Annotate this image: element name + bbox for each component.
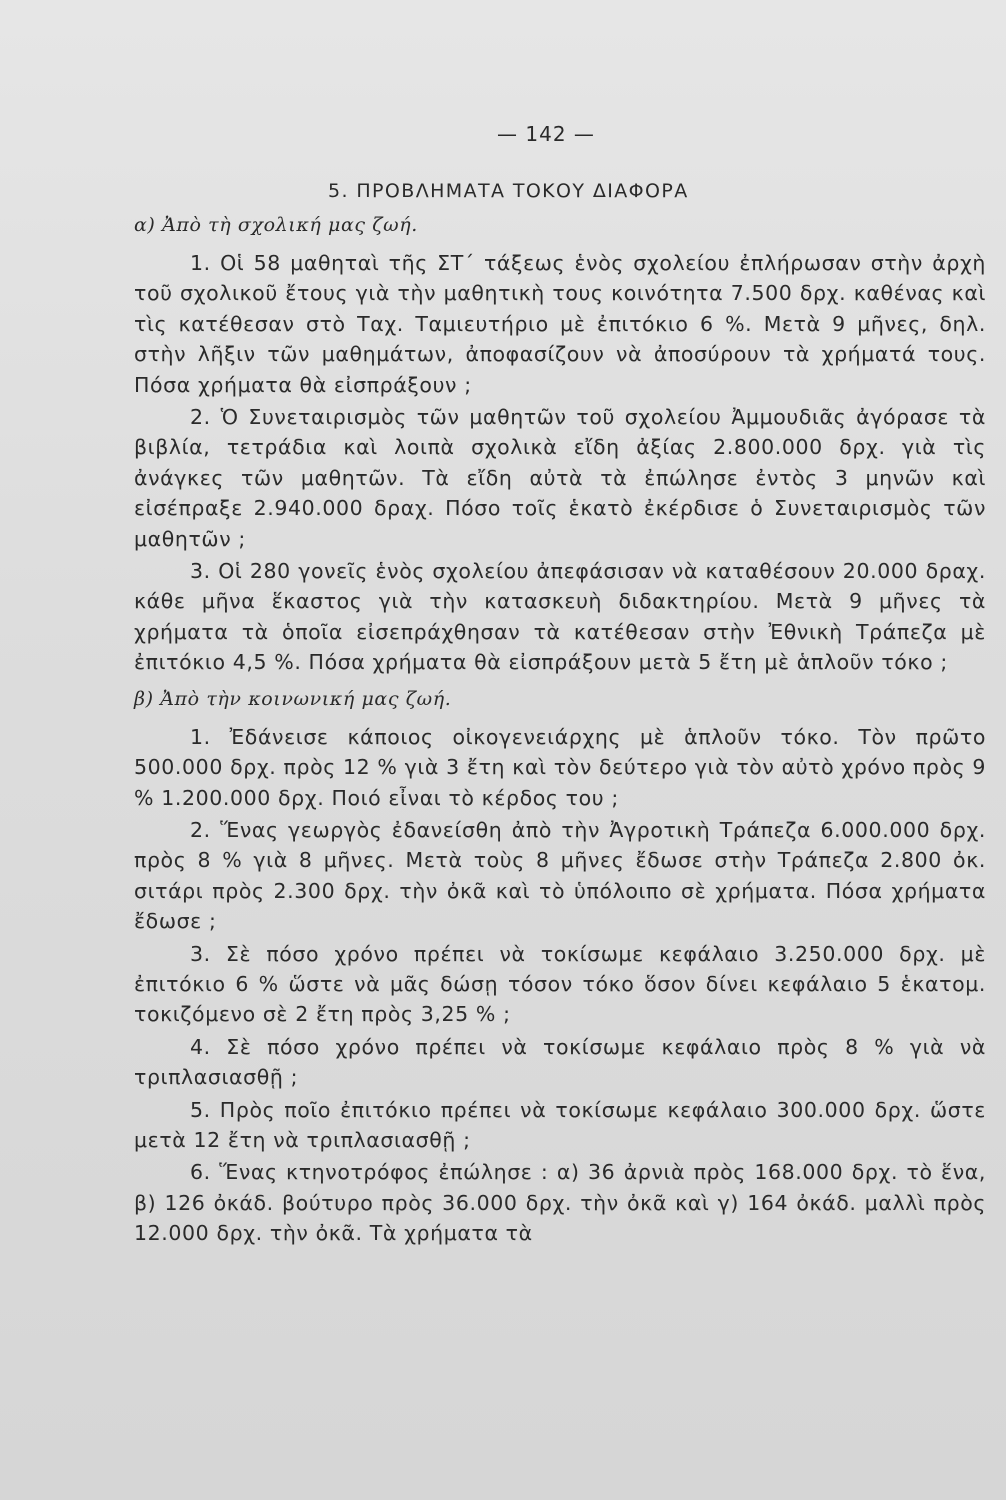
problem-b4: 4. Σὲ πόσο χρόνο πρέπει νὰ τοκίσωμε κεφάλαιο πρὸς 8 % γιὰ νὰ τριπλασιασθῇ ; bbox=[134, 1034, 986, 1090]
subheading-school-life: α) Ἀπὸ τὴ σχολική μας ζωή. bbox=[134, 214, 418, 236]
problem-a3: 3. Οἱ 280 γονεῖς ἑνὸς σχολείου ἀπεφάσισαν νὰ καταθέσουν 20.000 δραχ. κάθε μῆνα ἕκαστος γιὰ τὴν κατασκευὴ διδακτηρίου. Μετὰ 9 μῆνες τὰ χρήματα τὰ ὁποῖα εἰσεπράχθησαν τὰ κατέθεσαν στὴν Ἐθνικὴ Τράπεζα μὲ ἐπιτόκιο 4,5 %. Πόσα χρήματα θὰ εἰσπράξουν μετὰ 5 ἔτη μὲ ἁπλοῦν τόκο ; bbox=[134, 559, 986, 675]
problem-b6: 6. Ἕνας κτηνοτρόφος ἐπώλησε : α) 36 ἀρνιὰ πρὸς 168.000 δρχ. τὸ ἕνα, β) 126 ὀκάδ. βούτυρο πρὸς 36.000 δρχ. τὴν ὀκᾶ καὶ γ) 164 ὀκάδ. μαλλὶ πρὸς 12.000 δρχ. τὴν ὀκᾶ. Τὰ χρήματα τὰ bbox=[134, 1160, 986, 1246]
problem-b5: 5. Πρὸς ποῖο ἐπιτόκιο πρέπει νὰ τοκίσωμε κεφάλαιο 300.000 δρχ. ὥστε μετὰ 12 ἔτη νὰ τριπλασιασθῇ ; bbox=[134, 1097, 986, 1152]
subheading-social-life: β) Ἀπὸ τὴν κοινωνική μας ζωή. bbox=[134, 687, 452, 710]
problem-b1: 1. Ἐδάνεισε κάποιος οἰκογενειάρχης μὲ ἁπλοῦν τόκο. Τὸν πρῶτο 500.000 δρχ. πρὸς 12 % γιὰ 3 ἔτη καὶ τὸν δεύτερο γιὰ τὸν αὐτὸ χρόνο πρὸς 9 % 1.200.000 δρχ. Ποιό εἶναι τὸ κέρδος του ; bbox=[134, 724, 986, 810]
problem-a2: 2. Ὁ Συνεταιρισμὸς τῶν μαθητῶν τοῦ σχολείου Ἀμμουδιᾶς ἀγόρασε τὰ βιβλία, τετράδια καὶ λοιπὰ σχολικὰ εἴδη ἀξίας 2.800.000 δρχ. γιὰ τὶς ἀνάγκες τῶν μαθητῶν. Τὰ εἴδη αὐτὰ τὰ ἐπώλησε ἐντὸς 3 μηνῶν καὶ εἰσέπραξε 2.940.000 δραχ. Πόσο τοῖς ἑκατὸ ἐκέρδισε ὁ Συνεταιρισμὸς τῶν μαθητῶν ; bbox=[134, 405, 986, 551]
problem-b2: 2. Ἕνας γεωργὸς ἐδανείσθη ἀπὸ τὴν Ἀγροτικὴ Τράπεζα 6.000.000 δρχ. πρὸς 8 % γιὰ 8 μῆνες. Μετὰ τοὺς 8 μῆνες ἔδωσε στὴν Τράπεζα 2.800 ὀκ. σιτάρι πρὸς 2.300 δρχ. τὴν ὀκᾶ καὶ τὸ ὑπόλοιπο σὲ χρήματα. Πόσα χρήματα ἔδωσε ; bbox=[134, 817, 986, 934]
page-content bbox=[134, 122, 986, 1249]
problem-a1: 1. Οἱ 58 μαθηταὶ τῆς ΣΤ΄ τάξεως ἑνὸς σχολείου ἐπλήρωσαν στὴν ἀρχὴ τοῦ σχολικοῦ ἔτους γιὰ τὴν μαθητικὴ τους κοινότητα 7.500 δρχ. καθένας καὶ τὶς κατέθεσαν στὸ Ταχ. Ταμιευτήριο μὲ ἐπιτόκιο 6 %. Μετὰ 9 μῆνες, δηλ. στὴν λῆξιν τῶν μαθημάτων, ἀποφασίζουν νὰ ἀποσύρουν τὰ χρήματά τους. Πόσα χρήματα θὰ εἰσπράξουν ; bbox=[134, 251, 986, 397]
section-title: 5. ΠΡΟΒΛΗΜΑΤΑ ΤΟΚΟΥ ΔΙΑΦΟΡΑ bbox=[328, 180, 689, 202]
page-number: — 142 — bbox=[497, 122, 595, 146]
problem-b3: 3. Σὲ πόσο χρόνο πρέπει νὰ τοκίσωμε κεφάλαιο 3.250.000 δρχ. μὲ ἐπιτόκιο 6 % ὥστε νὰ μᾶς δώσῃ τόσον τόκο ὅσον δίνει κεφάλαιο 5 ἑκατομ. τοκιζόμενο σὲ 2 ἔτη πρὸς 3,25 % ; bbox=[134, 941, 986, 1027]
